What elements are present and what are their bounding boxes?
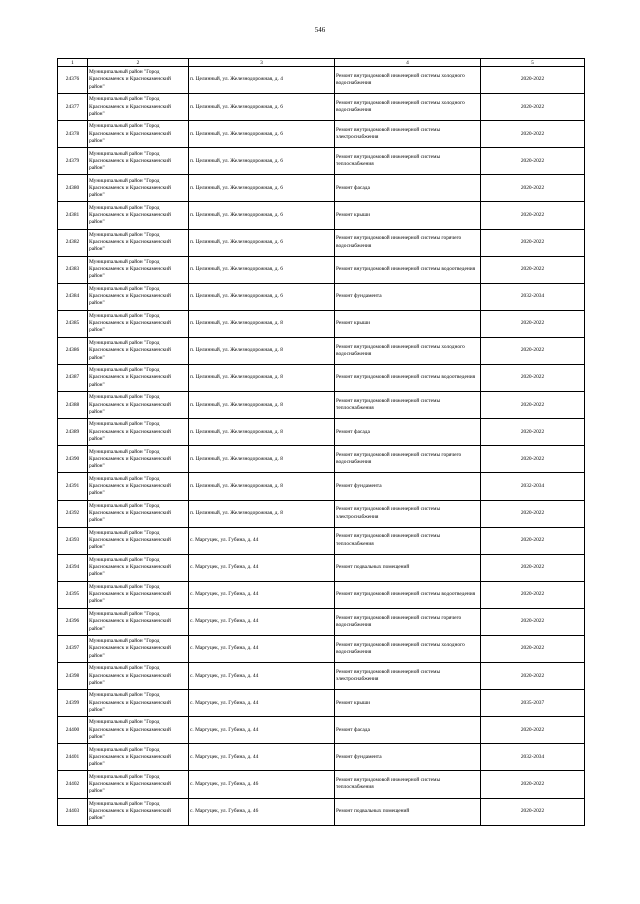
period-cell: 2020-2022: [481, 663, 585, 690]
table-row: [58, 67, 585, 94]
work-type-cell: Ремонт фасада: [335, 717, 481, 744]
row-number-cell: 24399: [58, 690, 88, 717]
period-cell: 2020-2022: [481, 175, 585, 202]
municipality-cell: Муниципальный район "Город Краснокаменск и Краснокаменский район": [88, 635, 189, 662]
work-type-cell: Ремонт внутридомовой инженерной системы холодного водоснабжения: [335, 635, 481, 662]
row-number-cell: 24376: [58, 67, 88, 94]
period-cell: 2020-2022: [481, 94, 585, 121]
municipality-cell: Муниципальный район "Город Краснокаменск и Краснокаменский район": [88, 717, 189, 744]
municipality-cell: Муниципальный район "Город Краснокаменск и Краснокаменский район": [88, 771, 189, 798]
work-type-cell: Ремонт внутридомовой инженерной системы холодного водоснабжения: [335, 67, 481, 94]
municipality-cell: Муниципальный район "Город Краснокаменск и Краснокаменский район": [88, 392, 189, 419]
work-type-cell: Ремонт фундамента: [335, 473, 481, 500]
address-cell: с. Маргуцек, ул. Губина, д. 44: [189, 663, 335, 690]
page-number: 546: [314, 26, 326, 34]
address-cell: п. Целинный, ул. Железнодорожная, д. 8: [189, 337, 335, 364]
municipality-cell: Муниципальный район "Город Краснокаменск и Краснокаменский район": [88, 310, 189, 337]
work-type-cell: Ремонт внутридомовой инженерной системы теплоснабжения: [335, 148, 481, 175]
work-type-cell: Ремонт фасада: [335, 419, 481, 446]
row-number-cell: 24396: [58, 608, 88, 635]
column-header-1: 1: [58, 59, 88, 67]
row-number-cell: 24384: [58, 283, 88, 310]
register-body: [58, 67, 585, 826]
address-cell: с. Маргуцек, ул. Губина, д. 44: [189, 527, 335, 554]
municipality-cell: Муниципальный район "Город Краснокаменск и Краснокаменский район": [88, 256, 189, 283]
work-type-cell: Ремонт внутридомовой инженерной системы электроснабжения: [335, 121, 481, 148]
address-cell: п. Целинный, ул. Железнодорожная, д. 8: [189, 446, 335, 473]
table-row: [58, 771, 585, 798]
municipality-cell: Муниципальный район "Город Краснокаменск и Краснокаменский район": [88, 744, 189, 771]
address-cell: п. Целинный, ул. Железнодорожная, д. 8: [189, 419, 335, 446]
table-row: [58, 717, 585, 744]
row-number-cell: 24389: [58, 419, 88, 446]
table-row: [58, 663, 585, 690]
address-cell: п. Целинный, ул. Железнодорожная, д. 8: [189, 473, 335, 500]
work-type-cell: Ремонт фундамента: [335, 744, 481, 771]
work-type-cell: Ремонт внутридомовой инженерной системы электроснабжения: [335, 500, 481, 527]
row-number-cell: 24385: [58, 310, 88, 337]
column-header-4: 4: [335, 59, 481, 67]
table-row: [58, 310, 585, 337]
municipality-cell: Муниципальный район "Город Краснокаменск и Краснокаменский район": [88, 690, 189, 717]
municipality-cell: Муниципальный район "Город Краснокаменск и Краснокаменский район": [88, 798, 189, 825]
table-row: [58, 690, 585, 717]
address-cell: п. Целинный, ул. Железнодорожная, д. 6: [189, 229, 335, 256]
column-header-2: 2: [88, 59, 189, 67]
address-cell: с. Маргуцек, ул. Губина, д. 44: [189, 635, 335, 662]
period-cell: 2020-2022: [481, 500, 585, 527]
table-row: [58, 175, 585, 202]
row-number-cell: 24379: [58, 148, 88, 175]
period-cell: 2020-2022: [481, 392, 585, 419]
table-row: [58, 283, 585, 310]
municipality-cell: Муниципальный район "Город Краснокаменск и Краснокаменский район": [88, 365, 189, 392]
work-type-cell: Ремонт внутридомовой инженерной системы горячего водоснабжения: [335, 229, 481, 256]
table-row: [58, 500, 585, 527]
municipality-cell: Муниципальный район "Город Краснокаменск и Краснокаменский район": [88, 608, 189, 635]
table-row: [58, 581, 585, 608]
address-cell: п. Целинный, ул. Железнодорожная, д. 6: [189, 256, 335, 283]
period-cell: 2020-2022: [481, 446, 585, 473]
row-number-cell: 24391: [58, 473, 88, 500]
table-row: [58, 554, 585, 581]
address-cell: п. Целинный, ул. Железнодорожная, д. 4: [189, 67, 335, 94]
period-cell: 2020-2022: [481, 121, 585, 148]
period-cell: 2020-2022: [481, 310, 585, 337]
row-number-cell: 24378: [58, 121, 88, 148]
municipality-cell: Муниципальный район "Город Краснокаменск и Краснокаменский район": [88, 554, 189, 581]
period-cell: 2020-2022: [481, 635, 585, 662]
table-row: [58, 392, 585, 419]
row-number-cell: 24388: [58, 392, 88, 419]
table-row: [58, 256, 585, 283]
period-cell: 2020-2022: [481, 608, 585, 635]
work-type-cell: Ремонт фундамента: [335, 283, 481, 310]
period-cell: 2020-2022: [481, 527, 585, 554]
table-row: [58, 473, 585, 500]
work-type-cell: Ремонт внутридомовой инженерной системы теплоснабжения: [335, 392, 481, 419]
work-type-cell: Ремонт внутридомовой инженерной системы холодного водоснабжения: [335, 337, 481, 364]
address-cell: п. Целинный, ул. Железнодорожная, д. 8: [189, 365, 335, 392]
period-cell: 2020-2022: [481, 419, 585, 446]
address-cell: п. Целинный, ул. Железнодорожная, д. 6: [189, 175, 335, 202]
period-cell: 2020-2022: [481, 148, 585, 175]
table-row: [58, 94, 585, 121]
work-type-cell: Ремонт подвальных помещений: [335, 554, 481, 581]
work-type-cell: Ремонт фасада: [335, 175, 481, 202]
row-number-cell: 24380: [58, 175, 88, 202]
period-cell: 2032-2034: [481, 473, 585, 500]
row-number-cell: 24386: [58, 337, 88, 364]
period-cell: 2020-2022: [481, 771, 585, 798]
municipality-cell: Муниципальный район "Город Краснокаменск и Краснокаменский район": [88, 121, 189, 148]
period-cell: 2020-2022: [481, 67, 585, 94]
municipality-cell: Муниципальный район "Город Краснокаменск и Краснокаменский район": [88, 94, 189, 121]
row-number-cell: 24394: [58, 554, 88, 581]
table-row: [58, 744, 585, 771]
address-cell: с. Маргуцек, ул. Губина, д. 46: [189, 771, 335, 798]
work-type-cell: Ремонт внутридомовой инженерной системы водоотведения: [335, 581, 481, 608]
period-cell: 2035-2037: [481, 690, 585, 717]
work-type-cell: Ремонт внутридомовой инженерной системы горячего водоснабжения: [335, 608, 481, 635]
period-cell: 2020-2022: [481, 717, 585, 744]
work-type-cell: Ремонт крыши: [335, 202, 481, 229]
address-cell: с. Маргуцек, ул. Губина, д. 46: [189, 798, 335, 825]
period-cell: 2020-2022: [481, 256, 585, 283]
row-number-cell: 24395: [58, 581, 88, 608]
address-cell: п. Целинный, ул. Железнодорожная, д. 8: [189, 500, 335, 527]
municipality-cell: Муниципальный район "Город Краснокаменск и Краснокаменский район": [88, 419, 189, 446]
column-number-header-row: [58, 59, 585, 67]
work-type-cell: Ремонт внутридомовой инженерной системы водоотведения: [335, 256, 481, 283]
table-row: [58, 446, 585, 473]
work-type-cell: Ремонт подвальных помещений: [335, 798, 481, 825]
period-cell: 2020-2022: [481, 337, 585, 364]
work-type-cell: Ремонт внутридомовой инженерной системы электроснабжения: [335, 663, 481, 690]
municipality-cell: Муниципальный район "Город Краснокаменск и Краснокаменский район": [88, 663, 189, 690]
row-number-cell: 24398: [58, 663, 88, 690]
period-cell: 2020-2022: [481, 554, 585, 581]
municipality-cell: Муниципальный район "Город Краснокаменск и Краснокаменский район": [88, 527, 189, 554]
address-cell: п. Целинный, ул. Железнодорожная, д. 8: [189, 310, 335, 337]
work-type-cell: Ремонт крыши: [335, 310, 481, 337]
work-type-cell: Ремонт внутридомовой инженерной системы горячего водоснабжения: [335, 446, 481, 473]
address-cell: с. Маргуцек, ул. Губина, д. 44: [189, 717, 335, 744]
address-cell: с. Маргуцек, ул. Губина, д. 44: [189, 581, 335, 608]
period-cell: 2020-2022: [481, 798, 585, 825]
table-row: [58, 148, 585, 175]
repair-register-table: [57, 58, 585, 826]
table-row: [58, 202, 585, 229]
work-type-cell: Ремонт крыши: [335, 690, 481, 717]
municipality-cell: Муниципальный район "Город Краснокаменск и Краснокаменский район": [88, 500, 189, 527]
municipality-cell: Муниципальный район "Город Краснокаменск и Краснокаменский район": [88, 283, 189, 310]
table-row: [58, 121, 585, 148]
table-row: [58, 419, 585, 446]
table-row: [58, 337, 585, 364]
row-number-cell: 24383: [58, 256, 88, 283]
address-cell: с. Маргуцек, ул. Губина, д. 44: [189, 608, 335, 635]
municipality-cell: Муниципальный район "Город Краснокаменск и Краснокаменский район": [88, 473, 189, 500]
column-header-5: 5: [481, 59, 585, 67]
work-type-cell: Ремонт внутридомовой инженерной системы холодного водоснабжения: [335, 94, 481, 121]
table-row: [58, 365, 585, 392]
column-header-3: 3: [189, 59, 335, 67]
table-row: [58, 635, 585, 662]
row-number-cell: 24390: [58, 446, 88, 473]
address-cell: п. Целинный, ул. Железнодорожная, д. 8: [189, 392, 335, 419]
row-number-cell: 24377: [58, 94, 88, 121]
period-cell: 2020-2022: [481, 365, 585, 392]
municipality-cell: Муниципальный район "Город Краснокаменск и Краснокаменский район": [88, 202, 189, 229]
address-cell: с. Маргуцек, ул. Губина, д. 44: [189, 744, 335, 771]
row-number-cell: 24387: [58, 365, 88, 392]
municipality-cell: Муниципальный район "Город Краснокаменск и Краснокаменский район": [88, 67, 189, 94]
municipality-cell: Муниципальный район "Город Краснокаменск и Краснокаменский район": [88, 337, 189, 364]
period-cell: 2020-2022: [481, 229, 585, 256]
row-number-cell: 24403: [58, 798, 88, 825]
row-number-cell: 24400: [58, 717, 88, 744]
municipality-cell: Муниципальный район "Город Краснокаменск и Краснокаменский район": [88, 148, 189, 175]
period-cell: 2020-2022: [481, 202, 585, 229]
row-number-cell: 24381: [58, 202, 88, 229]
row-number-cell: 24397: [58, 635, 88, 662]
table-row: [58, 527, 585, 554]
period-cell: 2032-2034: [481, 283, 585, 310]
municipality-cell: Муниципальный район "Город Краснокаменск и Краснокаменский район": [88, 175, 189, 202]
period-cell: 2032-2034: [481, 744, 585, 771]
work-type-cell: Ремонт внутридомовой инженерной системы теплоснабжения: [335, 771, 481, 798]
municipality-cell: Муниципальный район "Город Краснокаменск и Краснокаменский район": [88, 446, 189, 473]
work-type-cell: Ремонт внутридомовой инженерной системы теплоснабжения: [335, 527, 481, 554]
row-number-cell: 24402: [58, 771, 88, 798]
address-cell: п. Целинный, ул. Железнодорожная, д. 6: [189, 148, 335, 175]
address-cell: п. Целинный, ул. Железнодорожная, д. 6: [189, 283, 335, 310]
address-cell: п. Целинный, ул. Железнодорожная, д. 6: [189, 202, 335, 229]
row-number-cell: 24393: [58, 527, 88, 554]
address-cell: п. Целинный, ул. Железнодорожная, д. 6: [189, 121, 335, 148]
address-cell: с. Маргуцек, ул. Губина, д. 44: [189, 690, 335, 717]
address-cell: с. Маргуцек, ул. Губина, д. 44: [189, 554, 335, 581]
table-row: [58, 798, 585, 825]
address-cell: п. Целинный, ул. Железнодорожная, д. 6: [189, 94, 335, 121]
row-number-cell: 24401: [58, 744, 88, 771]
table-row: [58, 608, 585, 635]
table-row: [58, 229, 585, 256]
municipality-cell: Муниципальный район "Город Краснокаменск и Краснокаменский район": [88, 581, 189, 608]
row-number-cell: 24382: [58, 229, 88, 256]
row-number-cell: 24392: [58, 500, 88, 527]
municipality-cell: Муниципальный район "Город Краснокаменск и Краснокаменский район": [88, 229, 189, 256]
period-cell: 2020-2022: [481, 581, 585, 608]
work-type-cell: Ремонт внутридомовой инженерной системы водоотведения: [335, 365, 481, 392]
